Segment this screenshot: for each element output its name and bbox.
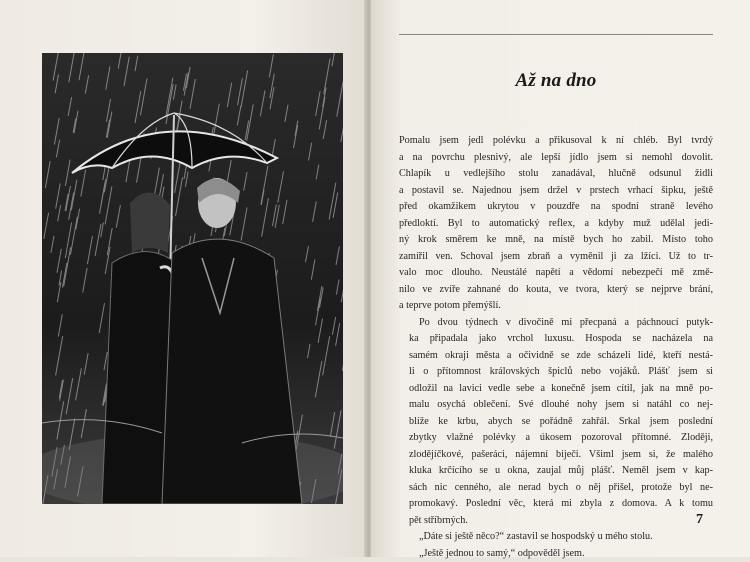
text-line: Po dvou týdnech v divočině mi přecpaná a páchnoucí putyk- [399,315,713,332]
text-line: a postavil se. Najednou jsem držel v prstech vrhací šipku, ještě [399,183,713,200]
text-line: promokavý. Poslední věc, která mi zbyla z domova. A k tomu [399,496,713,513]
text-line: malu osychá oblečení. Své dlouhé nohy jsem si natáhl co nej- [399,397,713,414]
text-line: kluka krčícího se u okna, zaujal můj plášť. Neměl jsem v kap- [399,463,713,480]
text-line: pět stříbrných. [399,513,713,530]
paragraph [399,133,713,315]
text-line: zlodějíčkové, pašeráci, nájemní biječi. Všiml jsem si, že malého [399,447,713,464]
page-number: 7 [696,512,703,528]
text-line: a teprve potom přemýšlí. [399,298,713,315]
text-line: nilo ve zvíře zahnané do kouta, ve tvora, který se nejprve brání, [399,282,713,299]
text-line: předloktí. Byl to automatický reflex, a kdyby muž udělal jedi- [399,216,713,233]
text-line: ka připadala jako vrchol luxusu. Hospoda se nacházela na [399,331,713,348]
left-page [0,0,366,557]
chapter-body [399,133,713,562]
text-line: „Ještě jednou to samý,“ odpověděl jsem. [399,546,713,562]
illustration [42,53,343,504]
text-line: zamířil ven. Schoval jsem zbraň a vyměnil ji za lžíci. Už to tr- [399,249,713,266]
text-line: Pomalu jsem jedl polévku a přikusoval k ní chléb. Byl tvrdý [399,133,713,150]
header-rule [399,34,713,35]
text-line: li o přítomnost královských špiclů nebo vojáků. Plášť jsem si [399,364,713,381]
text-line: Chlapík u vedlejšího stolu zanadával, hlučně odsunul židli [399,166,713,183]
text-line: před okamžikem ukrytou v pouzdře na spodní straně levého [399,199,713,216]
text-line: a na povrchu plesnivý, ale lepší jídlo jsem si nemohl dovolit. [399,150,713,167]
rain-couple-umbrella-illustration [42,53,343,504]
paragraph [399,315,713,530]
chapter-title: Až na dno [399,70,713,92]
text-line: odložil na lavici vedle sebe a konečně jsem cítil, jak na mně po- [399,381,713,398]
paragraph [399,529,713,546]
paragraph [399,546,713,562]
text-line: zbytky vlažné polévky a úkosem pozoroval přítomné. Zloději, [399,430,713,447]
text-line: samém okraji města a očividně se zde scházeli lidé, kteří nestá- [399,348,713,365]
text-line: sách nic cenného, ale nerad bych o něj přišel, protože byl ne- [399,480,713,497]
text-line: ný krok směrem ke mně, na místě bych ho zabil. Místo toho [399,232,713,249]
text-line: valo moc dlouho. Neustálé napětí a vědomí nebezpečí mě změ- [399,265,713,282]
text-line: blíže ke krbu, abych se pořádně zahřál. Srkal jsem poslední [399,414,713,431]
text-line: „Dáte si ještě něco?“ zastavil se hospodský u mého stolu. [399,529,713,546]
